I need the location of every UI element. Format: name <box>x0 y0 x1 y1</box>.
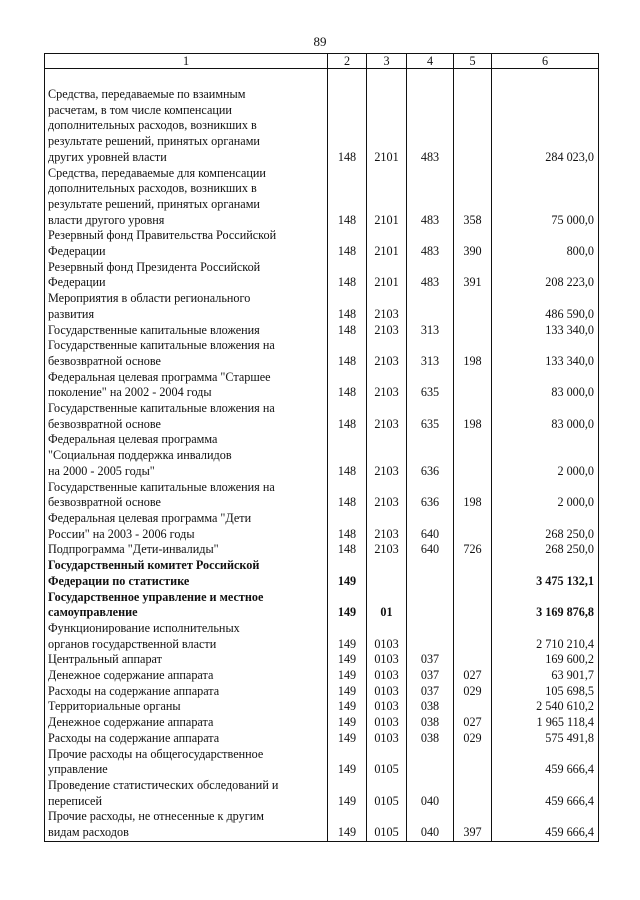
row-code-3: 2103 <box>367 511 407 542</box>
row-code-5: 029 <box>454 731 492 747</box>
row-code-5 <box>454 291 492 322</box>
row-amount: 459 666,4 <box>492 809 599 841</box>
row-code-3: 2103 <box>367 370 407 401</box>
table-row <box>45 370 599 401</box>
row-code-5: 390 <box>454 228 492 259</box>
row-code-2: 149 <box>328 715 367 731</box>
row-code-5 <box>454 747 492 778</box>
row-name: Государственные капитальные вложения на безвозвратной основе <box>45 338 328 369</box>
row-code-4: 313 <box>407 338 454 369</box>
row-code-4: 636 <box>407 432 454 479</box>
row-code-4 <box>407 291 454 322</box>
row-code-2: 148 <box>328 338 367 369</box>
table-row <box>45 432 599 479</box>
row-amount: 169 600,2 <box>492 652 599 668</box>
row-name: Прочие расходы, не отнесенные к другим видам расходов <box>45 809 328 841</box>
table-row <box>45 652 599 668</box>
table-row <box>45 747 599 778</box>
row-code-4: 636 <box>407 480 454 511</box>
row-code-5: 358 <box>454 166 492 229</box>
row-code-2: 148 <box>328 432 367 479</box>
row-code-4: 640 <box>407 542 454 558</box>
table-row <box>45 778 599 809</box>
row-amount: 486 590,0 <box>492 291 599 322</box>
row-amount: 575 491,8 <box>492 731 599 747</box>
table-row <box>45 166 599 229</box>
row-code-4: 037 <box>407 668 454 684</box>
row-code-5 <box>454 652 492 668</box>
table-row <box>45 621 599 652</box>
row-amount: 2 710 210,4 <box>492 621 599 652</box>
row-name: Федеральная целевая программа "Старшее поколение" на 2002 - 2004 годы <box>45 370 328 401</box>
row-code-5: 027 <box>454 668 492 684</box>
row-code-2: 149 <box>328 747 367 778</box>
table-row <box>45 323 599 339</box>
table-row <box>45 260 599 291</box>
row-name: Проведение статистических обследований и переписей <box>45 778 328 809</box>
row-amount: 75 000,0 <box>492 166 599 229</box>
row-code-2: 148 <box>328 87 367 166</box>
row-code-2: 148 <box>328 511 367 542</box>
row-code-3: 2101 <box>367 87 407 166</box>
row-code-3: 0103 <box>367 731 407 747</box>
row-amount: 133 340,0 <box>492 323 599 339</box>
row-code-2: 148 <box>328 291 367 322</box>
row-code-4: 635 <box>407 370 454 401</box>
row-amount: 284 023,0 <box>492 87 599 166</box>
row-name: Государственные капитальные вложения на безвозвратной основе <box>45 401 328 432</box>
row-amount: 2 000,0 <box>492 480 599 511</box>
row-code-3: 0103 <box>367 699 407 715</box>
row-code-3: 0105 <box>367 809 407 841</box>
row-code-2: 149 <box>328 699 367 715</box>
row-amount: 83 000,0 <box>492 401 599 432</box>
row-name: Федеральная целевая программа "Дети России" на 2003 - 2006 годы <box>45 511 328 542</box>
spacer-row <box>45 69 599 88</box>
row-code-2: 148 <box>328 542 367 558</box>
row-name: Территориальные органы <box>45 699 328 715</box>
column-header-5: 5 <box>454 54 492 69</box>
row-code-3: 01 <box>367 590 407 621</box>
row-amount: 459 666,4 <box>492 778 599 809</box>
row-code-5 <box>454 370 492 401</box>
row-amount: 3 169 876,8 <box>492 590 599 621</box>
row-code-2: 149 <box>328 778 367 809</box>
row-code-4: 313 <box>407 323 454 339</box>
row-amount: 3 475 132,1 <box>492 558 599 589</box>
table-row <box>45 715 599 731</box>
table-row <box>45 291 599 322</box>
row-amount: 133 340,0 <box>492 338 599 369</box>
row-code-2: 148 <box>328 401 367 432</box>
row-code-5: 029 <box>454 684 492 700</box>
row-name: Прочие расходы на общегосударственное управление <box>45 747 328 778</box>
row-name: Денежное содержание аппарата <box>45 668 328 684</box>
row-code-2: 149 <box>328 621 367 652</box>
row-code-2: 149 <box>328 668 367 684</box>
row-name: Средства, передаваемые по взаимным расчетам, в том числе компенсации дополнительных расходов, возникших в результате решений, принятых органами других уровней власти <box>45 87 328 166</box>
row-code-3: 2101 <box>367 228 407 259</box>
row-code-4: 483 <box>407 228 454 259</box>
table-row <box>45 699 599 715</box>
row-amount: 83 000,0 <box>492 370 599 401</box>
row-code-4 <box>407 558 454 589</box>
row-name: Расходы на содержание аппарата <box>45 731 328 747</box>
row-name: Функционирование исполнительных органов государственной власти <box>45 621 328 652</box>
page-number: 89 <box>313 34 327 49</box>
row-name: Резервный фонд Президента Российской Федерации <box>45 260 328 291</box>
row-code-4 <box>407 747 454 778</box>
row-amount: 208 223,0 <box>492 260 599 291</box>
table-row <box>45 401 599 432</box>
row-code-4: 038 <box>407 699 454 715</box>
row-code-2: 148 <box>328 228 367 259</box>
row-code-5 <box>454 432 492 479</box>
table-body <box>45 69 599 842</box>
row-amount: 268 250,0 <box>492 542 599 558</box>
row-code-4: 483 <box>407 87 454 166</box>
row-code-4: 635 <box>407 401 454 432</box>
row-code-4: 483 <box>407 260 454 291</box>
row-name: Средства, передаваемые для компенсации дополнительных расходов, возникших в результате решений, принятых органами власти другого уровня <box>45 166 328 229</box>
row-amount: 268 250,0 <box>492 511 599 542</box>
table-row <box>45 228 599 259</box>
row-code-5: 198 <box>454 480 492 511</box>
row-code-4 <box>407 621 454 652</box>
table-row <box>45 480 599 511</box>
row-name: Денежное содержание аппарата <box>45 715 328 731</box>
row-code-3: 2103 <box>367 542 407 558</box>
row-code-4: 037 <box>407 652 454 668</box>
row-code-2: 148 <box>328 260 367 291</box>
row-code-3: 2103 <box>367 323 407 339</box>
row-code-2: 148 <box>328 166 367 229</box>
row-code-4: 040 <box>407 778 454 809</box>
row-code-2: 149 <box>328 809 367 841</box>
row-code-4: 037 <box>407 684 454 700</box>
row-name: Центральный аппарат <box>45 652 328 668</box>
row-amount: 105 698,5 <box>492 684 599 700</box>
row-code-3: 0105 <box>367 778 407 809</box>
table-row <box>45 542 599 558</box>
row-code-3: 0105 <box>367 747 407 778</box>
row-amount: 2 540 610,2 <box>492 699 599 715</box>
row-code-3: 2101 <box>367 260 407 291</box>
row-code-4: 483 <box>407 166 454 229</box>
row-code-5 <box>454 778 492 809</box>
table-row <box>45 731 599 747</box>
row-name: Государственные капитальные вложения <box>45 323 328 339</box>
row-code-3: 2103 <box>367 291 407 322</box>
row-code-4: 038 <box>407 731 454 747</box>
row-name: Государственный комитет Российской Федерации по статистике <box>45 558 328 589</box>
column-header-2: 2 <box>328 54 367 69</box>
row-code-5: 198 <box>454 401 492 432</box>
row-code-4: 640 <box>407 511 454 542</box>
row-name: Мероприятия в области регионального развития <box>45 291 328 322</box>
row-code-3: 0103 <box>367 684 407 700</box>
table-row <box>45 558 599 589</box>
row-code-5: 391 <box>454 260 492 291</box>
row-code-2: 149 <box>328 590 367 621</box>
row-code-5 <box>454 621 492 652</box>
row-name: Расходы на содержание аппарата <box>45 684 328 700</box>
row-code-3: 2103 <box>367 401 407 432</box>
table-row <box>45 590 599 621</box>
row-code-3: 2103 <box>367 338 407 369</box>
row-code-3: 0103 <box>367 715 407 731</box>
row-code-2: 149 <box>328 731 367 747</box>
row-code-4 <box>407 590 454 621</box>
row-code-5 <box>454 323 492 339</box>
row-amount: 459 666,4 <box>492 747 599 778</box>
table-row <box>45 87 599 166</box>
table-row <box>45 511 599 542</box>
table-row <box>45 668 599 684</box>
row-code-5: 027 <box>454 715 492 731</box>
row-amount: 800,0 <box>492 228 599 259</box>
row-code-5 <box>454 558 492 589</box>
row-code-5 <box>454 511 492 542</box>
row-amount: 63 901,7 <box>492 668 599 684</box>
row-code-5 <box>454 590 492 621</box>
row-code-3: 2103 <box>367 480 407 511</box>
row-code-3: 0103 <box>367 668 407 684</box>
row-code-2: 149 <box>328 684 367 700</box>
column-number-header <box>45 54 599 69</box>
row-code-2: 148 <box>328 370 367 401</box>
row-code-3 <box>367 558 407 589</box>
row-amount: 1 965 118,4 <box>492 715 599 731</box>
row-code-3: 0103 <box>367 621 407 652</box>
row-name: Резервный фонд Правительства Российской Федерации <box>45 228 328 259</box>
column-header-4: 4 <box>407 54 454 69</box>
table-row <box>45 338 599 369</box>
row-name: Федеральная целевая программа "Социальная поддержка инвалидов на 2000 - 2005 годы" <box>45 432 328 479</box>
row-code-3: 0103 <box>367 652 407 668</box>
row-code-2: 149 <box>328 558 367 589</box>
row-amount: 2 000,0 <box>492 432 599 479</box>
row-code-5 <box>454 699 492 715</box>
column-header-6: 6 <box>492 54 599 69</box>
row-code-5 <box>454 87 492 166</box>
row-name: Государственное управление и местное самоуправление <box>45 590 328 621</box>
row-code-2: 149 <box>328 652 367 668</box>
budget-table <box>44 53 599 842</box>
row-name: Государственные капитальные вложения на безвозвратной основе <box>45 480 328 511</box>
column-header-1: 1 <box>45 54 328 69</box>
row-code-2: 148 <box>328 323 367 339</box>
column-header-3: 3 <box>367 54 407 69</box>
row-code-4: 038 <box>407 715 454 731</box>
row-code-3: 2103 <box>367 432 407 479</box>
table-row <box>45 809 599 841</box>
row-code-3: 2101 <box>367 166 407 229</box>
row-code-2: 148 <box>328 480 367 511</box>
row-code-5: 726 <box>454 542 492 558</box>
row-code-5: 198 <box>454 338 492 369</box>
table-row <box>45 684 599 700</box>
row-code-5: 397 <box>454 809 492 841</box>
row-code-4: 040 <box>407 809 454 841</box>
row-name: Подпрограмма "Дети-инвалиды" <box>45 542 328 558</box>
